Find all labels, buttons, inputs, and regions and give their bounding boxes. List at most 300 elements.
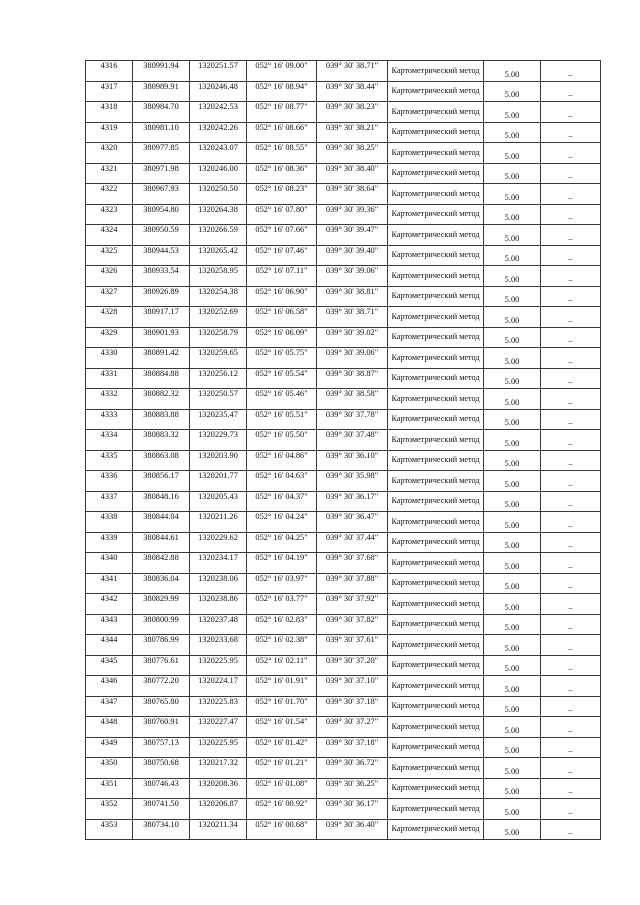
description-cell: – xyxy=(541,758,601,779)
accuracy-cell: 5.00 xyxy=(484,573,541,594)
x-coordinate-cell: 380981.10 xyxy=(133,122,190,143)
y-coordinate-cell: 1320265.42 xyxy=(190,245,247,266)
point-number-cell: 4338 xyxy=(86,512,133,533)
description-cell: – xyxy=(541,696,601,717)
description-cell: – xyxy=(541,327,601,348)
x-coordinate-cell: 380863.08 xyxy=(133,450,190,471)
point-number-cell: 4350 xyxy=(86,758,133,779)
coordinates-table xyxy=(85,60,601,840)
x-coordinate-cell: 380971.98 xyxy=(133,163,190,184)
longitude-cell: 039° 30' 38.58" xyxy=(317,389,388,410)
coordinates-table-body xyxy=(86,61,601,840)
latitude-cell: 052° 16' 07.46" xyxy=(247,245,317,266)
x-coordinate-cell: 380884.88 xyxy=(133,368,190,389)
latitude-cell: 052° 16' 08.55" xyxy=(247,143,317,164)
description-cell: – xyxy=(541,676,601,697)
latitude-cell: 052° 16' 01.91" xyxy=(247,676,317,697)
method-cell: Картометрический метод xyxy=(388,286,484,307)
point-number-cell: 4343 xyxy=(86,614,133,635)
method-cell: Картометрический метод xyxy=(388,184,484,205)
description-cell: – xyxy=(541,532,601,553)
method-cell: Картометрический метод xyxy=(388,389,484,410)
accuracy-cell: 5.00 xyxy=(484,512,541,533)
latitude-cell: 052° 16' 04.63" xyxy=(247,471,317,492)
table-row xyxy=(86,532,601,553)
accuracy-cell: 5.00 xyxy=(484,696,541,717)
table-row xyxy=(86,430,601,451)
method-cell: Картометрический метод xyxy=(388,327,484,348)
table-row xyxy=(86,143,601,164)
latitude-cell: 052° 16' 06.90" xyxy=(247,286,317,307)
x-coordinate-cell: 380856.17 xyxy=(133,471,190,492)
y-coordinate-cell: 1320234.17 xyxy=(190,553,247,574)
method-cell: Картометрический метод xyxy=(388,614,484,635)
method-cell: Картометрический метод xyxy=(388,696,484,717)
point-number-cell: 4329 xyxy=(86,327,133,348)
x-coordinate-cell: 380984.70 xyxy=(133,102,190,123)
description-cell: – xyxy=(541,819,601,840)
longitude-cell: 039° 30' 39.47" xyxy=(317,225,388,246)
point-number-cell: 4352 xyxy=(86,799,133,820)
accuracy-cell: 5.00 xyxy=(484,553,541,574)
description-cell: – xyxy=(541,61,601,82)
description-cell: – xyxy=(541,184,601,205)
longitude-cell: 039° 30' 38.71" xyxy=(317,61,388,82)
point-number-cell: 4342 xyxy=(86,594,133,615)
x-coordinate-cell: 380991.94 xyxy=(133,61,190,82)
description-cell: – xyxy=(541,225,601,246)
description-cell: – xyxy=(541,286,601,307)
latitude-cell: 052° 16' 04.24" xyxy=(247,512,317,533)
table-row xyxy=(86,389,601,410)
point-number-cell: 4332 xyxy=(86,389,133,410)
accuracy-cell: 5.00 xyxy=(484,737,541,758)
accuracy-cell: 5.00 xyxy=(484,184,541,205)
y-coordinate-cell: 1320211.26 xyxy=(190,512,247,533)
x-coordinate-cell: 380883.32 xyxy=(133,430,190,451)
latitude-cell: 052° 16' 04.37" xyxy=(247,491,317,512)
y-coordinate-cell: 1320217.32 xyxy=(190,758,247,779)
y-coordinate-cell: 1320246.48 xyxy=(190,81,247,102)
table-row xyxy=(86,204,601,225)
description-cell: – xyxy=(541,266,601,287)
accuracy-cell: 5.00 xyxy=(484,81,541,102)
y-coordinate-cell: 1320242.26 xyxy=(190,122,247,143)
x-coordinate-cell: 380746.43 xyxy=(133,778,190,799)
accuracy-cell: 5.00 xyxy=(484,532,541,553)
table-row xyxy=(86,778,601,799)
point-number-cell: 4323 xyxy=(86,204,133,225)
table-row xyxy=(86,491,601,512)
longitude-cell: 039° 30' 36.25" xyxy=(317,778,388,799)
description-cell: – xyxy=(541,143,601,164)
method-cell: Картометрический метод xyxy=(388,737,484,758)
longitude-cell: 039° 30' 37.82" xyxy=(317,614,388,635)
longitude-cell: 039° 30' 38.21" xyxy=(317,122,388,143)
table-row xyxy=(86,102,601,123)
point-number-cell: 4321 xyxy=(86,163,133,184)
method-cell: Картометрический метод xyxy=(388,819,484,840)
latitude-cell: 052° 16' 04.19" xyxy=(247,553,317,574)
x-coordinate-cell: 380829.99 xyxy=(133,594,190,615)
description-cell: – xyxy=(541,122,601,143)
y-coordinate-cell: 1320242.53 xyxy=(190,102,247,123)
method-cell: Картометрический метод xyxy=(388,245,484,266)
y-coordinate-cell: 1320258.95 xyxy=(190,266,247,287)
x-coordinate-cell: 380883.88 xyxy=(133,409,190,430)
point-number-cell: 4334 xyxy=(86,430,133,451)
table-row xyxy=(86,286,601,307)
description-cell: – xyxy=(541,245,601,266)
table-row xyxy=(86,122,601,143)
latitude-cell: 052° 16' 06.09" xyxy=(247,327,317,348)
table-row xyxy=(86,635,601,656)
longitude-cell: 039° 30' 39.06" xyxy=(317,266,388,287)
description-cell: – xyxy=(541,717,601,738)
point-number-cell: 4324 xyxy=(86,225,133,246)
latitude-cell: 052° 16' 00.68" xyxy=(247,819,317,840)
table-row xyxy=(86,717,601,738)
method-cell: Картометрический метод xyxy=(388,594,484,615)
accuracy-cell: 5.00 xyxy=(484,286,541,307)
x-coordinate-cell: 380989.91 xyxy=(133,81,190,102)
latitude-cell: 052° 16' 07.11" xyxy=(247,266,317,287)
accuracy-cell: 5.00 xyxy=(484,471,541,492)
longitude-cell: 039° 30' 37.68" xyxy=(317,553,388,574)
method-cell: Картометрический метод xyxy=(388,717,484,738)
method-cell: Картометрический метод xyxy=(388,81,484,102)
method-cell: Картометрический метод xyxy=(388,778,484,799)
accuracy-cell: 5.00 xyxy=(484,307,541,328)
x-coordinate-cell: 380844.04 xyxy=(133,512,190,533)
x-coordinate-cell: 380891.42 xyxy=(133,348,190,369)
method-cell: Картометрический метод xyxy=(388,348,484,369)
point-number-cell: 4349 xyxy=(86,737,133,758)
x-coordinate-cell: 380776.61 xyxy=(133,655,190,676)
method-cell: Картометрический метод xyxy=(388,143,484,164)
method-cell: Картометрический метод xyxy=(388,163,484,184)
accuracy-cell: 5.00 xyxy=(484,635,541,656)
point-number-cell: 4353 xyxy=(86,819,133,840)
y-coordinate-cell: 1320225.95 xyxy=(190,737,247,758)
description-cell: – xyxy=(541,204,601,225)
latitude-cell: 052° 16' 01.21" xyxy=(247,758,317,779)
y-coordinate-cell: 1320266.59 xyxy=(190,225,247,246)
table-row xyxy=(86,471,601,492)
point-number-cell: 4333 xyxy=(86,409,133,430)
y-coordinate-cell: 1320256.12 xyxy=(190,368,247,389)
latitude-cell: 052° 16' 03.77" xyxy=(247,594,317,615)
longitude-cell: 039° 30' 36.17" xyxy=(317,799,388,820)
x-coordinate-cell: 380950.59 xyxy=(133,225,190,246)
description-cell: – xyxy=(541,614,601,635)
description-cell: – xyxy=(541,553,601,574)
y-coordinate-cell: 1320258.79 xyxy=(190,327,247,348)
method-cell: Картометрический метод xyxy=(388,102,484,123)
point-number-cell: 4319 xyxy=(86,122,133,143)
point-number-cell: 4337 xyxy=(86,491,133,512)
latitude-cell: 052° 16' 05.46" xyxy=(247,389,317,410)
table-row xyxy=(86,655,601,676)
x-coordinate-cell: 380750.68 xyxy=(133,758,190,779)
longitude-cell: 039° 30' 36.10" xyxy=(317,450,388,471)
x-coordinate-cell: 380901.93 xyxy=(133,327,190,348)
table-row xyxy=(86,184,601,205)
accuracy-cell: 5.00 xyxy=(484,327,541,348)
table-row xyxy=(86,450,601,471)
point-number-cell: 4344 xyxy=(86,635,133,656)
y-coordinate-cell: 1320205.43 xyxy=(190,491,247,512)
accuracy-cell: 5.00 xyxy=(484,450,541,471)
longitude-cell: 039° 30' 37.18" xyxy=(317,696,388,717)
y-coordinate-cell: 1320254.38 xyxy=(190,286,247,307)
latitude-cell: 052° 16' 05.54" xyxy=(247,368,317,389)
accuracy-cell: 5.00 xyxy=(484,430,541,451)
method-cell: Картометрический метод xyxy=(388,204,484,225)
description-cell: – xyxy=(541,409,601,430)
x-coordinate-cell: 380844.61 xyxy=(133,532,190,553)
accuracy-cell: 5.00 xyxy=(484,717,541,738)
description-cell: – xyxy=(541,307,601,328)
latitude-cell: 052° 16' 08.36" xyxy=(247,163,317,184)
table-row xyxy=(86,61,601,82)
longitude-cell: 039° 30' 36.40" xyxy=(317,819,388,840)
table-row xyxy=(86,594,601,615)
x-coordinate-cell: 380765.80 xyxy=(133,696,190,717)
longitude-cell: 039° 30' 36.17" xyxy=(317,491,388,512)
accuracy-cell: 5.00 xyxy=(484,204,541,225)
table-row xyxy=(86,409,601,430)
point-number-cell: 4320 xyxy=(86,143,133,164)
table-row xyxy=(86,799,601,820)
method-cell: Картометрический метод xyxy=(388,122,484,143)
y-coordinate-cell: 1320233.68 xyxy=(190,635,247,656)
accuracy-cell: 5.00 xyxy=(484,799,541,820)
description-cell: – xyxy=(541,430,601,451)
x-coordinate-cell: 380967.93 xyxy=(133,184,190,205)
x-coordinate-cell: 380741.50 xyxy=(133,799,190,820)
accuracy-cell: 5.00 xyxy=(484,245,541,266)
table-row xyxy=(86,553,601,574)
x-coordinate-cell: 380786.99 xyxy=(133,635,190,656)
x-coordinate-cell: 380944.53 xyxy=(133,245,190,266)
y-coordinate-cell: 1320238.06 xyxy=(190,573,247,594)
latitude-cell: 052° 16' 05.75" xyxy=(247,348,317,369)
method-cell: Картометрический метод xyxy=(388,61,484,82)
point-number-cell: 4325 xyxy=(86,245,133,266)
longitude-cell: 039° 30' 38.64" xyxy=(317,184,388,205)
accuracy-cell: 5.00 xyxy=(484,614,541,635)
point-number-cell: 4336 xyxy=(86,471,133,492)
point-number-cell: 4345 xyxy=(86,655,133,676)
description-cell: – xyxy=(541,348,601,369)
description-cell: – xyxy=(541,512,601,533)
x-coordinate-cell: 380772.20 xyxy=(133,676,190,697)
point-number-cell: 4341 xyxy=(86,573,133,594)
latitude-cell: 052° 16' 01.54" xyxy=(247,717,317,738)
description-cell: – xyxy=(541,471,601,492)
point-number-cell: 4346 xyxy=(86,676,133,697)
table-row xyxy=(86,163,601,184)
table-row xyxy=(86,573,601,594)
point-number-cell: 4340 xyxy=(86,553,133,574)
point-number-cell: 4331 xyxy=(86,368,133,389)
accuracy-cell: 5.00 xyxy=(484,225,541,246)
description-cell: – xyxy=(541,573,601,594)
x-coordinate-cell: 380917.17 xyxy=(133,307,190,328)
y-coordinate-cell: 1320208.36 xyxy=(190,778,247,799)
y-coordinate-cell: 1320252.69 xyxy=(190,307,247,328)
accuracy-cell: 5.00 xyxy=(484,163,541,184)
table-row xyxy=(86,307,601,328)
point-number-cell: 4351 xyxy=(86,778,133,799)
method-cell: Картометрический метод xyxy=(388,430,484,451)
method-cell: Картометрический метод xyxy=(388,450,484,471)
accuracy-cell: 5.00 xyxy=(484,655,541,676)
x-coordinate-cell: 380836.04 xyxy=(133,573,190,594)
y-coordinate-cell: 1320250.50 xyxy=(190,184,247,205)
accuracy-cell: 5.00 xyxy=(484,594,541,615)
accuracy-cell: 5.00 xyxy=(484,348,541,369)
table-row xyxy=(86,614,601,635)
method-cell: Картометрический метод xyxy=(388,676,484,697)
method-cell: Картометрический метод xyxy=(388,758,484,779)
description-cell: – xyxy=(541,635,601,656)
y-coordinate-cell: 1320264.38 xyxy=(190,204,247,225)
y-coordinate-cell: 1320237.48 xyxy=(190,614,247,635)
description-cell: – xyxy=(541,799,601,820)
table-row xyxy=(86,758,601,779)
x-coordinate-cell: 380954.80 xyxy=(133,204,190,225)
method-cell: Картометрический метод xyxy=(388,409,484,430)
longitude-cell: 039° 30' 37.78" xyxy=(317,409,388,430)
point-number-cell: 4322 xyxy=(86,184,133,205)
table-row xyxy=(86,368,601,389)
table-row xyxy=(86,819,601,840)
longitude-cell: 039° 30' 36.47" xyxy=(317,512,388,533)
y-coordinate-cell: 1320211.34 xyxy=(190,819,247,840)
latitude-cell: 052° 16' 02.11" xyxy=(247,655,317,676)
longitude-cell: 039° 30' 37.27" xyxy=(317,717,388,738)
point-number-cell: 4347 xyxy=(86,696,133,717)
accuracy-cell: 5.00 xyxy=(484,61,541,82)
x-coordinate-cell: 380882.32 xyxy=(133,389,190,410)
description-cell: – xyxy=(541,163,601,184)
x-coordinate-cell: 380734.10 xyxy=(133,819,190,840)
y-coordinate-cell: 1320224.17 xyxy=(190,676,247,697)
latitude-cell: 052° 16' 09.00" xyxy=(247,61,317,82)
accuracy-cell: 5.00 xyxy=(484,143,541,164)
latitude-cell: 052° 16' 08.77" xyxy=(247,102,317,123)
y-coordinate-cell: 1320243.07 xyxy=(190,143,247,164)
y-coordinate-cell: 1320201.77 xyxy=(190,471,247,492)
method-cell: Картометрический метод xyxy=(388,512,484,533)
method-cell: Картометрический метод xyxy=(388,532,484,553)
table-row xyxy=(86,676,601,697)
point-number-cell: 4317 xyxy=(86,81,133,102)
x-coordinate-cell: 380842.88 xyxy=(133,553,190,574)
point-number-cell: 4339 xyxy=(86,532,133,553)
latitude-cell: 052° 16' 02.83" xyxy=(247,614,317,635)
latitude-cell: 052° 16' 01.42" xyxy=(247,737,317,758)
description-cell: – xyxy=(541,655,601,676)
longitude-cell: 039° 30' 37.48" xyxy=(317,430,388,451)
point-number-cell: 4316 xyxy=(86,61,133,82)
longitude-cell: 039° 30' 38.25" xyxy=(317,143,388,164)
method-cell: Картометрический метод xyxy=(388,553,484,574)
accuracy-cell: 5.00 xyxy=(484,102,541,123)
accuracy-cell: 5.00 xyxy=(484,491,541,512)
description-cell: – xyxy=(541,737,601,758)
table-row xyxy=(86,512,601,533)
description-cell: – xyxy=(541,491,601,512)
description-cell: – xyxy=(541,778,601,799)
x-coordinate-cell: 380757.13 xyxy=(133,737,190,758)
longitude-cell: 039° 30' 36.72" xyxy=(317,758,388,779)
method-cell: Картометрический метод xyxy=(388,368,484,389)
longitude-cell: 039° 30' 38.23" xyxy=(317,102,388,123)
latitude-cell: 052° 16' 05.50" xyxy=(247,430,317,451)
point-number-cell: 4318 xyxy=(86,102,133,123)
latitude-cell: 052° 16' 01.08" xyxy=(247,778,317,799)
accuracy-cell: 5.00 xyxy=(484,409,541,430)
description-cell: – xyxy=(541,81,601,102)
method-cell: Картометрический метод xyxy=(388,471,484,492)
accuracy-cell: 5.00 xyxy=(484,389,541,410)
description-cell: – xyxy=(541,450,601,471)
table-row xyxy=(86,327,601,348)
latitude-cell: 052° 16' 05.51" xyxy=(247,409,317,430)
table-row xyxy=(86,737,601,758)
table-row xyxy=(86,245,601,266)
method-cell: Картометрический метод xyxy=(388,266,484,287)
method-cell: Картометрический метод xyxy=(388,573,484,594)
x-coordinate-cell: 380977.85 xyxy=(133,143,190,164)
method-cell: Картометрический метод xyxy=(388,799,484,820)
accuracy-cell: 5.00 xyxy=(484,819,541,840)
y-coordinate-cell: 1320229.73 xyxy=(190,430,247,451)
latitude-cell: 052° 16' 08.94" xyxy=(247,81,317,102)
point-number-cell: 4330 xyxy=(86,348,133,369)
accuracy-cell: 5.00 xyxy=(484,778,541,799)
y-coordinate-cell: 1320225.83 xyxy=(190,696,247,717)
y-coordinate-cell: 1320206.87 xyxy=(190,799,247,820)
accuracy-cell: 5.00 xyxy=(484,122,541,143)
latitude-cell: 052° 16' 07.80" xyxy=(247,204,317,225)
longitude-cell: 039° 30' 38.71" xyxy=(317,307,388,328)
longitude-cell: 039° 30' 39.02" xyxy=(317,327,388,348)
method-cell: Картометрический метод xyxy=(388,635,484,656)
method-cell: Картометрический метод xyxy=(388,225,484,246)
latitude-cell: 052° 16' 04.86" xyxy=(247,450,317,471)
point-number-cell: 4326 xyxy=(86,266,133,287)
latitude-cell: 052° 16' 08.23" xyxy=(247,184,317,205)
latitude-cell: 052° 16' 01.70" xyxy=(247,696,317,717)
longitude-cell: 039° 30' 39.06" xyxy=(317,348,388,369)
longitude-cell: 039° 30' 39.36" xyxy=(317,204,388,225)
point-number-cell: 4348 xyxy=(86,717,133,738)
longitude-cell: 039° 30' 37.10" xyxy=(317,676,388,697)
latitude-cell: 052° 16' 02.38" xyxy=(247,635,317,656)
table-row xyxy=(86,225,601,246)
y-coordinate-cell: 1320235.47 xyxy=(190,409,247,430)
latitude-cell: 052° 16' 08.66" xyxy=(247,122,317,143)
point-number-cell: 4328 xyxy=(86,307,133,328)
y-coordinate-cell: 1320227.47 xyxy=(190,717,247,738)
point-number-cell: 4327 xyxy=(86,286,133,307)
y-coordinate-cell: 1320259.65 xyxy=(190,348,247,369)
point-number-cell: 4335 xyxy=(86,450,133,471)
